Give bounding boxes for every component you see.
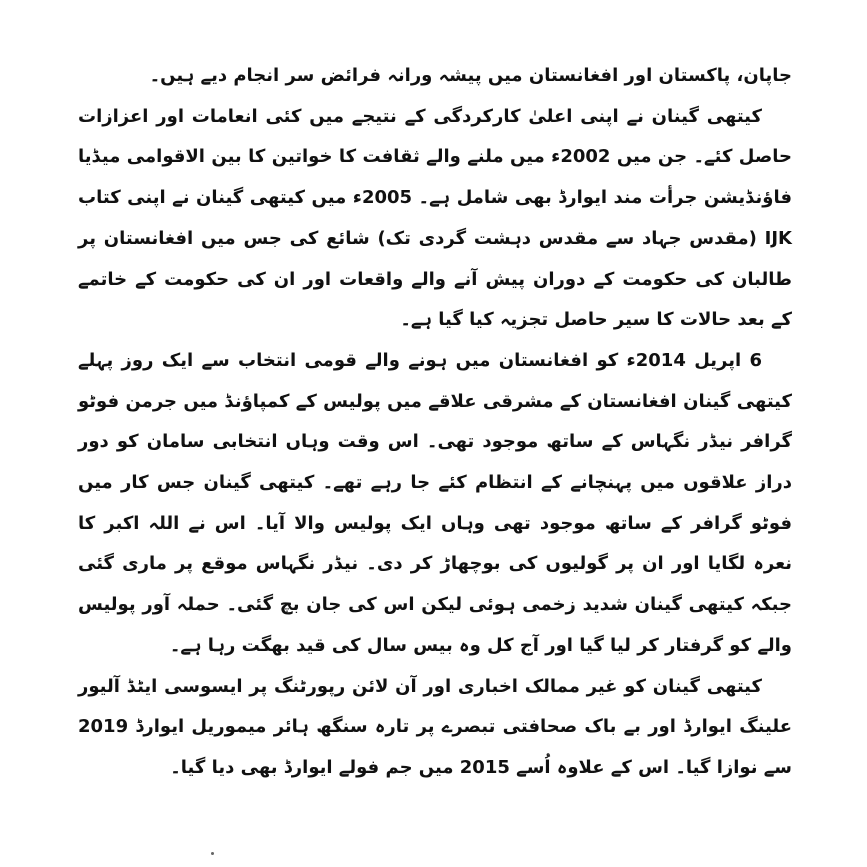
paragraph-continuation: جاپان، پاکستان اور افغانستان میں پیشہ ورانہ فرائض سر انجام دیے ہیں۔: [149, 65, 792, 86]
scan-speck: [211, 852, 214, 855]
urdu-text-block: [78, 56, 792, 789]
paragraph-awards-and-book: کیتھی گینان نے اپنی اعلیٰ کارکردگی کے نتیجے میں کئی انعامات اور اعزازات حاصل کئے۔ جن میں 2002ء میں ملنے والے ثقافت کا خواتین کا بین الاقوامی میڈیا فاؤنڈیشن جرأت مند ایوارڈ بھی شامل ہے۔ 2005ء میں کیتھی گینان نے اپنی کتاب IJK (مقدس جہاد سے مقدس دہشت گردی تک) شائع کی جس میں افغانستان پر طالبان کی حکومت کے دوران پیش آنے والے واقعات اور ان کی حکومت کے خاتمے کے بعد حالات کا سیر حاصل تجزیہ کیا گیا ہے۔: [78, 105, 792, 331]
paragraph-attack-account: 6 اپریل 2014ء کو افغانستان میں ہونے والے قومی انتخاب سے ایک روز پہلے کیتھی گینان افغانستان کے مشرقی علاقے میں پولیس کے کمپاؤنڈ میں جرمن فوٹو گرافر نیڈر نگہاس کے ساتھ موجود تھی۔ اس وقت وہاں انتخابی سامان کو دور دراز علاقوں میں پہنچانے کے انتظام کئے جا رہے تھے۔ کیتھی گینان جس کار میں فوٹو گرافر کے ساتھ موجود تھی وہاں ایک پولیس والا آیا۔ اس نے اللہ اکبر کا نعرہ لگایا اور ان پر گولیوں کی بوچھاڑ کر دی۔ نیڈر نگہاس موقع پر ماری گئی جبکہ کیتھی گینان شدید زخمی ہوئی لیکن اس کی جان بچ گئی۔ حملہ آور پولیس والے کو گرفتار کر لیا گیا اور آج کل وہ بیس سال کی قید بھگت رہا ہے۔: [78, 349, 792, 656]
paragraph-later-awards: کیتھی گینان کو غیر ممالک اخباری اور آن لائن رپورٹنگ پر ایسوسی ایٹڈ آلیور علینگ ایوارڈ اور بے باک صحافتی تبصرے پر تارہ سنگھ ہائر میموریل ایوارڈ 2019 سے نوازا گیا۔ اس کے علاوہ اُسے 2015 میں جم فولے ایوارڈ بھی دیا گیا۔: [78, 675, 792, 778]
